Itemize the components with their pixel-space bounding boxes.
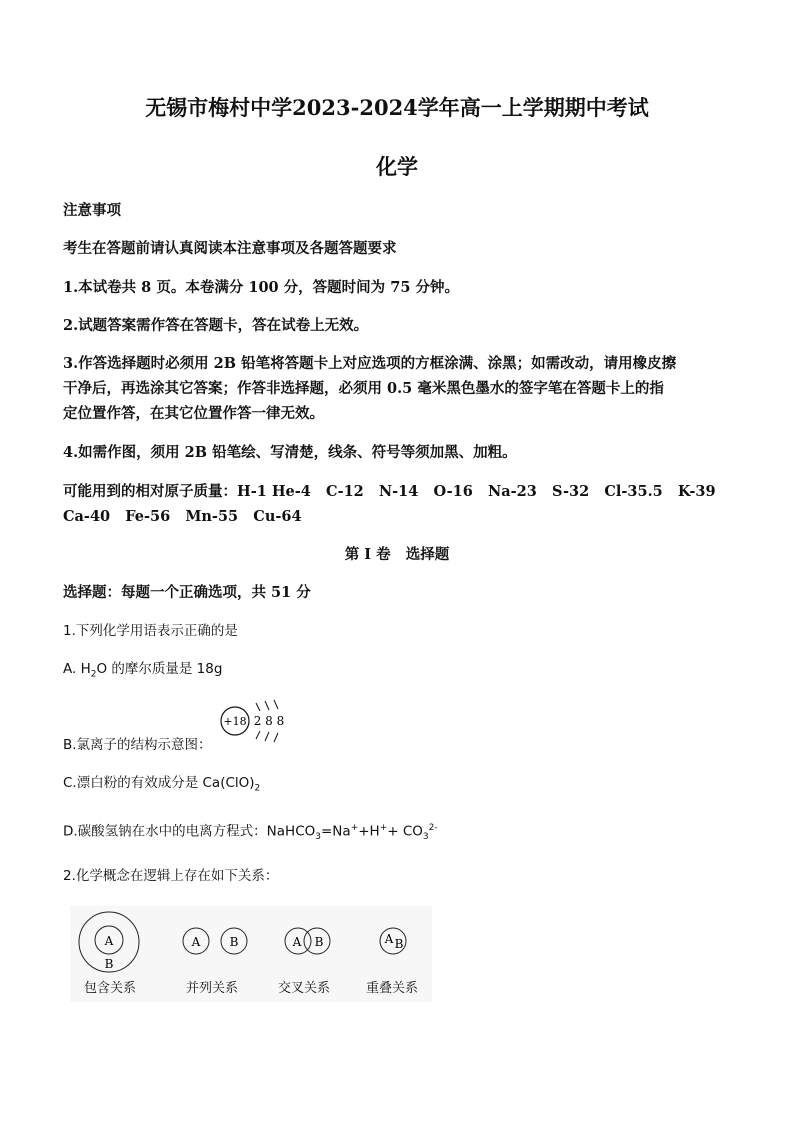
section-instruction: 选择题：每题一个正确选项，共 51 分	[63, 584, 311, 601]
q1-option-a	[63, 657, 733, 688]
label-intersection: 交叉关系	[278, 981, 331, 996]
overlap-a-label: A	[384, 932, 394, 946]
section-title: 第 I 卷 选择题	[344, 546, 450, 563]
q1-a-sub: 2	[90, 669, 97, 680]
intersection-b-label: B	[314, 935, 324, 949]
label-containment: 包含关系	[84, 981, 137, 996]
q2-stem: 2.化学概念在逻辑上存在如下关系：	[63, 868, 279, 884]
q1-d-sup3: 2-	[428, 823, 438, 833]
label-parallel: 并列关系	[186, 981, 239, 996]
containment-a-label: A	[104, 934, 114, 948]
q1-d-sub: 3	[315, 832, 321, 843]
exam-subject: 化学	[376, 154, 418, 179]
parallel-a-label: A	[191, 935, 201, 949]
q1-d-mid2: +H	[358, 823, 380, 840]
q1-c-text: C.漂白粉的有效成分是 Ca(ClO)	[63, 775, 255, 791]
q1-option-d	[63, 816, 733, 850]
q1-c-sub: 2	[254, 783, 261, 794]
label-overlap: 重叠关系	[366, 981, 419, 996]
q1-d-sub2: 3	[422, 832, 429, 843]
parallel-b-label: B	[229, 935, 239, 949]
notice-item-2: 2.试题答案需作答在答题卡，答在试卷上无效。	[63, 317, 369, 334]
containment-b-label: B	[104, 957, 114, 971]
q1-d-sup1: +	[350, 823, 359, 833]
q1-a-text-end: O 的摩尔质量是 18g	[96, 661, 223, 677]
q1-d-sup2: +	[379, 823, 388, 833]
nucleus-charge: +18	[223, 715, 247, 728]
notice-intro: 考生在答题前请认真阅读本注意事项及各题答题要求	[63, 240, 397, 257]
notice-item-4: 4.如需作图，须用 2B 铅笔绘、写清楚，线条、符号等须加黑、加粗。	[63, 444, 517, 461]
q1-stem: 1.下列化学用语表示正确的是	[63, 623, 238, 639]
notice-item-3-line-1: 3.作答选择题时必须用 2B 铅笔将答题卡上对应选项的方框涂满、涂黑；如需改动，请用橡皮擦	[63, 355, 677, 372]
electron-shells: 2 8 8	[253, 714, 285, 728]
q1-option-b: B.氯离子的结构示意图：	[63, 737, 212, 753]
notice-item-3-line-2: 干净后，再选涂其它答案；作答非选择题，必须用 0.5 毫米黑色墨水的签字笔在答题卡上的指	[63, 380, 664, 397]
atomic-masses-line-1: 可能用到的相对原子质量：H-1 He-4 C-12 N-14 O-16 Na-23 S-32 Cl-35.5 K-39	[63, 483, 716, 500]
q1-option-c	[63, 771, 733, 802]
q1-d-mid: =Na	[321, 823, 351, 840]
notice-item-3-line-3: 定位置作答，在其它位置作答一律无效。	[63, 405, 324, 422]
q1-a-text: A. H	[63, 661, 91, 677]
exam-title: 无锡市梅村中学2023-2024学年高一上学期期中考试	[145, 95, 649, 120]
atomic-masses-line-2: Ca-40 Fe-56 Mn-55 Cu-64	[63, 508, 302, 525]
q1-d-text: D.碳酸氢钠在水中的电离方程式：NaHCO	[63, 823, 316, 840]
intersection-a-label: A	[292, 935, 302, 949]
concept-relations-figure	[70, 906, 432, 1002]
notice-heading: 注意事项	[63, 202, 121, 219]
overlap-b-label: B	[394, 937, 404, 951]
q1-d-mid3: + CO	[387, 823, 423, 840]
notice-item-1: 1.本试卷共 8 页。本卷满分 100 分，答题时间为 75 分钟。	[63, 279, 459, 296]
